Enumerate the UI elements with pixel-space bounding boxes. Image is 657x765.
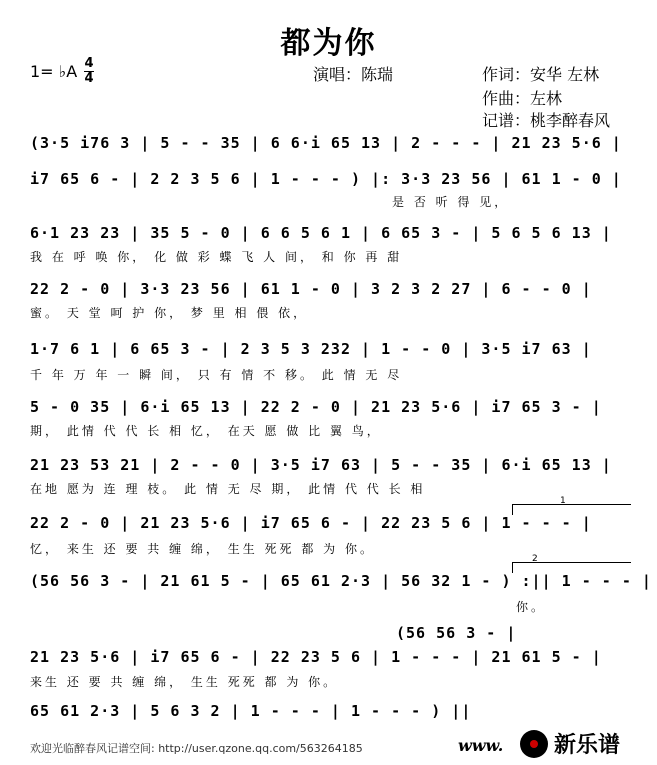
time-sig-top: 4	[84, 56, 94, 71]
footer-url: 欢迎光临醉春风记谱空间: http://user.qzone.qq.com/563264185	[30, 742, 363, 755]
lyric-line-2: 是 否 听 得 见，	[392, 195, 510, 209]
score-line-10: (56 56 3 - |	[396, 624, 517, 642]
lyric-line-7: 在地 愿为 连 理 枝。 此 情 无 尽 期， 此情 代 代 长 相	[30, 482, 426, 496]
site-logo	[520, 728, 620, 759]
lyric-line-5: 千 年 万 年 一 瞬 间， 只 有 情 不 移。 此 情 无 尽	[30, 368, 403, 382]
score-line-11: 21 23 5·6 | i7 65 6 - | 22 23 5 6 | 1 - - - | 21 61 5 - |	[30, 648, 602, 666]
score-line-6: 5 - 0 35 | 6·i 65 13 | 22 2 - 0 | 21 23 5·6 | i7 65 3 - |	[30, 398, 602, 416]
score-line-1: (3·5 i76 3 | 5 - - 35 | 6 6·i 65 13 | 2 - - - | 21 23 5·6 |	[30, 134, 622, 152]
score-line-3: 6·1 23 23 | 35 5 - 0 | 6 6 5 6 1 | 6 65 3 - | 5 6 5 6 13 |	[30, 224, 612, 242]
score-line-2: i7 65 6 - | 2 2 3 5 6 | 1 - - - ) |: 3·3 23 56 | 61 1 - 0 |	[30, 170, 622, 188]
lyricist-credit: 作词：安华 左林	[482, 65, 600, 84]
key-label: 1= ♭A	[30, 62, 78, 81]
volta-1-label: 1	[560, 496, 566, 506]
song-title: 都为你	[280, 26, 377, 61]
score-line-5: 1·7 6 1 | 6 65 3 - | 2 3 5 3 232 | 1 - - 0 | 3·5 i7 63 |	[30, 340, 592, 358]
lyric-line-11: 来生 还 要 共 缠 绵， 生生 死死 都 为 你。	[30, 675, 339, 689]
lyric-line-4: 蜜。 天 堂 呵 护 你， 梦 里 相 偎 依，	[30, 306, 309, 320]
score-line-12: 65 61 2·3 | 5 6 3 2 | 1 - - - | 1 - - - ) ||	[30, 702, 472, 720]
time-sig-bottom: 4	[84, 71, 94, 86]
singer-credit: 演唱：陈瑞	[313, 65, 394, 84]
record-disc-icon	[520, 730, 548, 758]
volta-2-label: 2	[532, 554, 538, 564]
watermark-www: www.	[458, 736, 504, 755]
key-signature	[30, 62, 77, 81]
score-line-8: 22 2 - 0 | 21 23 5·6 | i7 65 6 - | 22 23 5 6 | 1 - - - |	[30, 514, 592, 532]
time-signature	[84, 58, 94, 85]
lyric-line-8: 忆， 来生 还 要 共 缠 绵， 生生 死死 都 为 你。	[30, 542, 375, 556]
transcriber-credit: 记谱：桃李醉春风	[482, 111, 611, 130]
composer-credit: 作曲：左林	[482, 89, 563, 108]
logo-text: 新乐谱	[554, 733, 621, 758]
score-line-9: (56 56 3 - | 21 61 5 - | 65 61 2·3 | 56 32 1 - ) :|| 1 - - - |	[30, 572, 652, 590]
lyric-line-6: 期， 此情 代 代 长 相 忆， 在天 愿 做 比 翼 鸟，	[30, 424, 382, 438]
score-line-7: 21 23 53 21 | 2 - - 0 | 3·5 i7 63 | 5 - - 35 | 6·i 65 13 |	[30, 456, 612, 474]
lyric-line-9: 你。	[516, 600, 547, 614]
lyric-line-3: 我 在 呼 唤 你， 化 做 彩 蝶 飞 人 间， 和 你 再 甜	[30, 250, 403, 264]
score-line-4: 22 2 - 0 | 3·3 23 56 | 61 1 - 0 | 3 2 3 2 27 | 6 - - 0 |	[30, 280, 592, 298]
